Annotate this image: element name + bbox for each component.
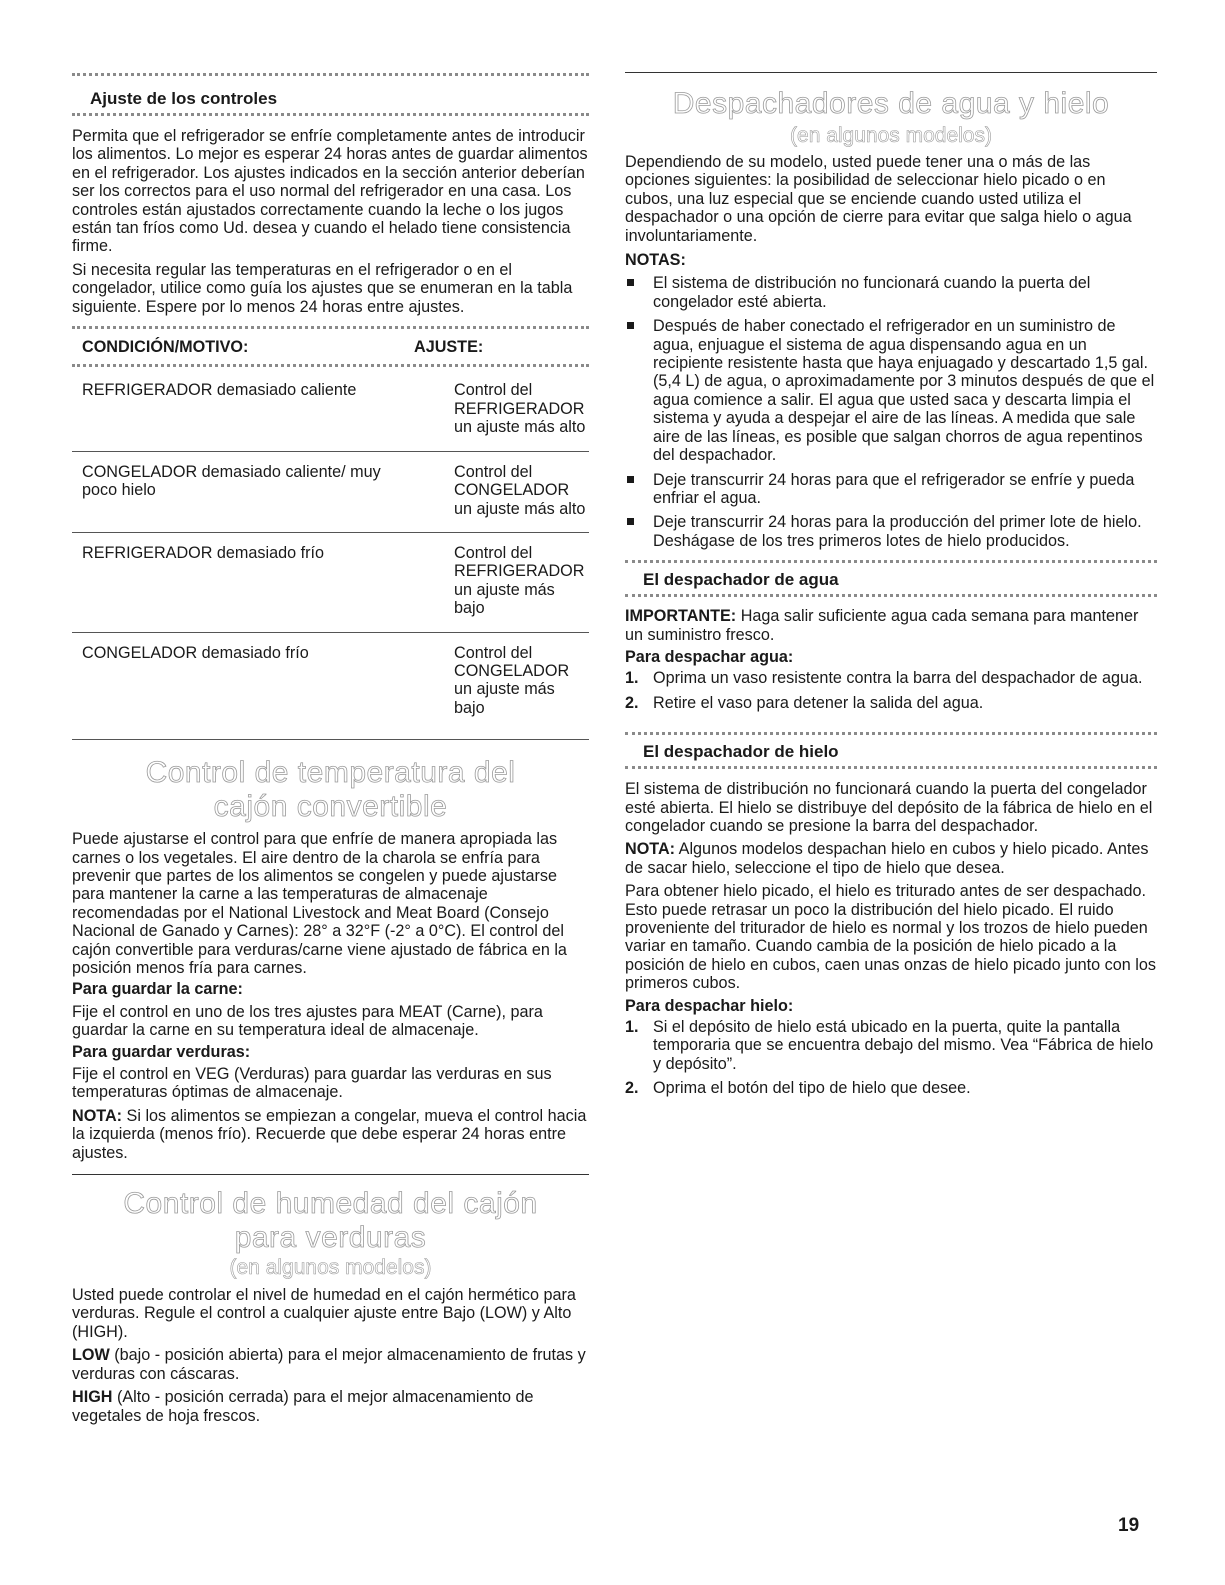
- list-item-text: Deje transcurrir 24 horas para que el refrigerador se enfríe y pueda enfriar el agua.: [653, 470, 1135, 507]
- paragraph: Puede ajustarse el control para que enfríe de manera apropiada las carnes o los vegetales. El aire dentro de la charola se enfría para prevenir que partes de los alimentos se congelen y puede ajustarse para mantener la carne a las temperaturas de almacenaje recomendadas por el National Livestock and Meat Board (Consejo Nacional de Ganado y Carnes): 28° a 32°F (-2° a 0°C). El control del cajón convertible para verduras/carne viene ajustado de fábrica en la posición menos fría para carnes.: [72, 830, 567, 977]
- page-number: 19: [1118, 1515, 1140, 1536]
- note-label: NOTA:: [625, 840, 676, 859]
- setting-line: un ajuste más bajo: [454, 580, 555, 618]
- section-subtitle: (en algunos modelos): [790, 124, 992, 147]
- list-item-text: Oprima el botón del tipo de hielo que desee.: [653, 1079, 971, 1098]
- step-number: 2.: [625, 1079, 639, 1098]
- low-label: LOW: [72, 1346, 110, 1365]
- bullet-icon: [625, 317, 653, 464]
- table-row: [72, 367, 589, 451]
- table-cell-condition: CONGELADOR demasiado frío: [82, 643, 309, 662]
- setting-line: un ajuste más alto: [454, 499, 586, 518]
- list-item: [625, 669, 1157, 687]
- setting-line: Control del: [454, 543, 533, 562]
- list-item-text: Después de haber conectado el refrigerador en un suministro de agua, enjuague el sistema de agua dispensando agua en un recipiente resistente hasta que haya enjuagado y descartado 1,5 gal. (5,4 L) de agua, o aproximadamente por 3 minutos después de que el agua comience a salir. El agua que usted saca y descarta limpia el sistema y ayuda a despejar el aire de las líneas. A medida que sale aire de las líneas, es posible que salgan chorros de agua repentinos del despachador.: [653, 317, 1155, 465]
- list-item-text: Retire el vaso para detener la salida del agua.: [653, 693, 984, 712]
- section-subtitle: (en algunos modelos): [229, 1256, 432, 1280]
- section-heading: El despachador de hielo: [643, 742, 839, 762]
- list-item: [625, 471, 1157, 508]
- left-column: [72, 0, 589, 1425]
- steps-list: [625, 1018, 1157, 1098]
- subheading: Para despachar agua:: [625, 647, 794, 666]
- high-label: HIGH: [72, 1388, 113, 1407]
- setting-line: Control del: [454, 643, 533, 662]
- table-cell-condition: CONGELADOR demasiado caliente/ muy poco hielo: [82, 462, 381, 500]
- subheading: Para guardar verduras:: [72, 1042, 251, 1061]
- list-item: [625, 317, 1157, 464]
- bullet-icon: [625, 513, 653, 550]
- list-item-text: Oprima un vaso resistente contra la barra del despachador de agua.: [653, 669, 1143, 688]
- paragraph: Usted puede controlar el nivel de humedad en el cajón hermético para verduras. Regule el control a cualquier ajuste entre Bajo (LOW) y Alto (HIGH).: [72, 1286, 576, 1341]
- high-text: (Alto - posición cerrada) para el mejor almacenamiento de vegetales de hoja frescos.: [72, 1388, 534, 1425]
- settings-table-body: [72, 367, 589, 740]
- note-paragraph: [625, 840, 1157, 877]
- setting-line: REFRIGERADOR: [454, 399, 585, 418]
- setting-line: CONGELADOR: [454, 661, 570, 680]
- note-text: Algunos modelos despachan hielo en cubos y hielo picado. Antes de sacar hielo, seleccione el tipo de hielo que desea.: [625, 840, 1149, 877]
- table-row: [72, 532, 589, 632]
- section-title: Despachadores de agua y hielo: [672, 87, 1110, 120]
- settings-table: [72, 329, 589, 364]
- setting-line: un ajuste más alto: [454, 418, 586, 437]
- notes-list: [625, 274, 1157, 550]
- list-item: [625, 513, 1157, 550]
- note-paragraph: [72, 1107, 589, 1162]
- table-cell-condition: REFRIGERADOR demasiado caliente: [82, 381, 357, 400]
- dotted-divider: [625, 766, 1157, 769]
- list-item-text: El sistema de distribución no funcionará cuando la puerta del congelador esté abierta.: [653, 274, 1091, 311]
- note-label: NOTA:: [72, 1106, 123, 1125]
- setting-line: un ajuste más bajo: [454, 680, 555, 717]
- setting-line: CONGELADOR: [454, 481, 570, 500]
- paragraph: Fije el control en uno de los tres ajustes para MEAT (Carne), para guardar la carne en su temperatura ideal de almacenaje.: [72, 1002, 543, 1040]
- section-heading: El despachador de agua: [643, 570, 839, 590]
- table-cell-setting: [454, 532, 589, 632]
- table-cell-setting: [454, 451, 589, 532]
- bullet-icon: [625, 274, 653, 311]
- paragraph: Dependiendo de su modelo, usted puede tener una o más de las opciones siguientes: la posibilidad de seleccionar hielo picado o en cubos, una luz especial que se enciende cuando usted utiliza el despachador o una opción de cierre para evitar que salga hielo o agua involuntariamente.: [625, 153, 1132, 245]
- step-number: 1.: [625, 1018, 639, 1037]
- list-item: [625, 694, 1157, 712]
- table-header-row: [72, 329, 589, 364]
- subheading: Para despachar hielo:: [625, 996, 794, 1015]
- section-title: Control de humedad del cajón para verduras: [123, 1187, 538, 1255]
- setting-line: REFRIGERADOR: [454, 562, 585, 581]
- step-number: 1.: [625, 669, 639, 688]
- table-row: [72, 632, 589, 740]
- list-item: [625, 1079, 1157, 1097]
- table-cell-condition: REFRIGERADOR demasiado frío: [82, 543, 324, 562]
- dotted-divider: [625, 594, 1157, 597]
- right-column: [625, 0, 1157, 1098]
- section-heading: Ajuste de los controles: [90, 89, 278, 108]
- paragraph: Si necesita regular las temperaturas en el refrigerador o en el congelador, utilice como guía los ajustes que se enumeran en la tabla siguiente. Espere por lo menos 24 horas entre ajustes.: [72, 260, 573, 316]
- paragraph: [625, 607, 1157, 644]
- setting-line: Control del: [454, 381, 533, 400]
- paragraph: Fije el control en VEG (Verduras) para guardar las verduras en sus temperaturas óptimas de almacenaje.: [72, 1065, 552, 1102]
- subheading: Para guardar la carne:: [72, 980, 243, 999]
- list-item-text: Deje transcurrir 24 horas para la producción del primer lote de hielo. Deshágase de los tres primeros lotes de hielo producidos.: [653, 513, 1142, 550]
- setting-line: Control del: [454, 462, 533, 481]
- important-label: IMPORTANTE:: [625, 607, 737, 626]
- section-rule: [72, 1174, 589, 1175]
- low-text: (bajo - posición abierta) para el mejor almacenamiento de frutas y verduras con cáscaras.: [72, 1346, 586, 1383]
- table-header-condition: CONDICIÓN/MOTIVO:: [82, 338, 249, 357]
- dotted-divider: [72, 113, 589, 116]
- notes-heading: NOTAS:: [625, 251, 686, 270]
- paragraph: Permita que el refrigerador se enfríe completamente antes de introducir los alimentos. Lo mejor es esperar 24 horas antes de guardar alimentos en el refrigerador. Los ajustes indicados en la sección anterior deberían ser los correctos para el uso normal del refrigerador en una casa. Los controles están ajustados correctamente cuando la leche o los jugos están tan fríos como Ud. desea y cuando el helado tiene consistencia firme.: [72, 127, 588, 256]
- steps-list: [625, 669, 1157, 712]
- bullet-icon: [625, 471, 653, 508]
- paragraph: [72, 1346, 589, 1383]
- list-item: [625, 274, 1157, 311]
- list-item: [625, 1018, 1157, 1073]
- table-cell-setting: [454, 632, 589, 740]
- important-text: Haga salir suficiente agua cada semana para mantener un suministro fresco.: [625, 607, 1139, 644]
- paragraph: El sistema de distribución no funcionará cuando la puerta del congelador esté abierta. El hielo se distribuye del depósito de la fábrica de hielo en el congelador cuando se presione la barra del despachador.: [625, 780, 1153, 835]
- paragraph: Para obtener hielo picado, el hielo es triturado antes de ser despachado. Esto puede retrasar un poco la distribución del hielo picado. El ruido proveniente del triturador de hielo es normal y los trozos de hielo pueden variar en tamaño. Cuando cambia de la posición de hielo picado a la posición de hielo en cubos, caen unas onzas de hielo picado junto con los primeros cubos.: [625, 882, 1156, 993]
- paragraph: [72, 1388, 589, 1425]
- note-text: Si los alimentos se empiezan a congelar, mueva el control hacia la izquierda (menos frío). Recuerde que debe esperar 24 horas entre ajustes.: [72, 1106, 587, 1162]
- list-item-text: Si el depósito de hielo está ubicado en la puerta, quite la pantalla temporaria que se encuentra debajo del mismo. Vea “Fábrica de hielo y depósito”.: [653, 1018, 1154, 1073]
- section-rule: [625, 72, 1157, 73]
- table-header-setting: AJUSTE:: [414, 338, 484, 357]
- step-number: 2.: [625, 693, 639, 712]
- table-cell-setting: [454, 367, 589, 451]
- table-row: [72, 451, 589, 532]
- section-title: Control de temperatura del cajón convertible: [145, 756, 516, 824]
